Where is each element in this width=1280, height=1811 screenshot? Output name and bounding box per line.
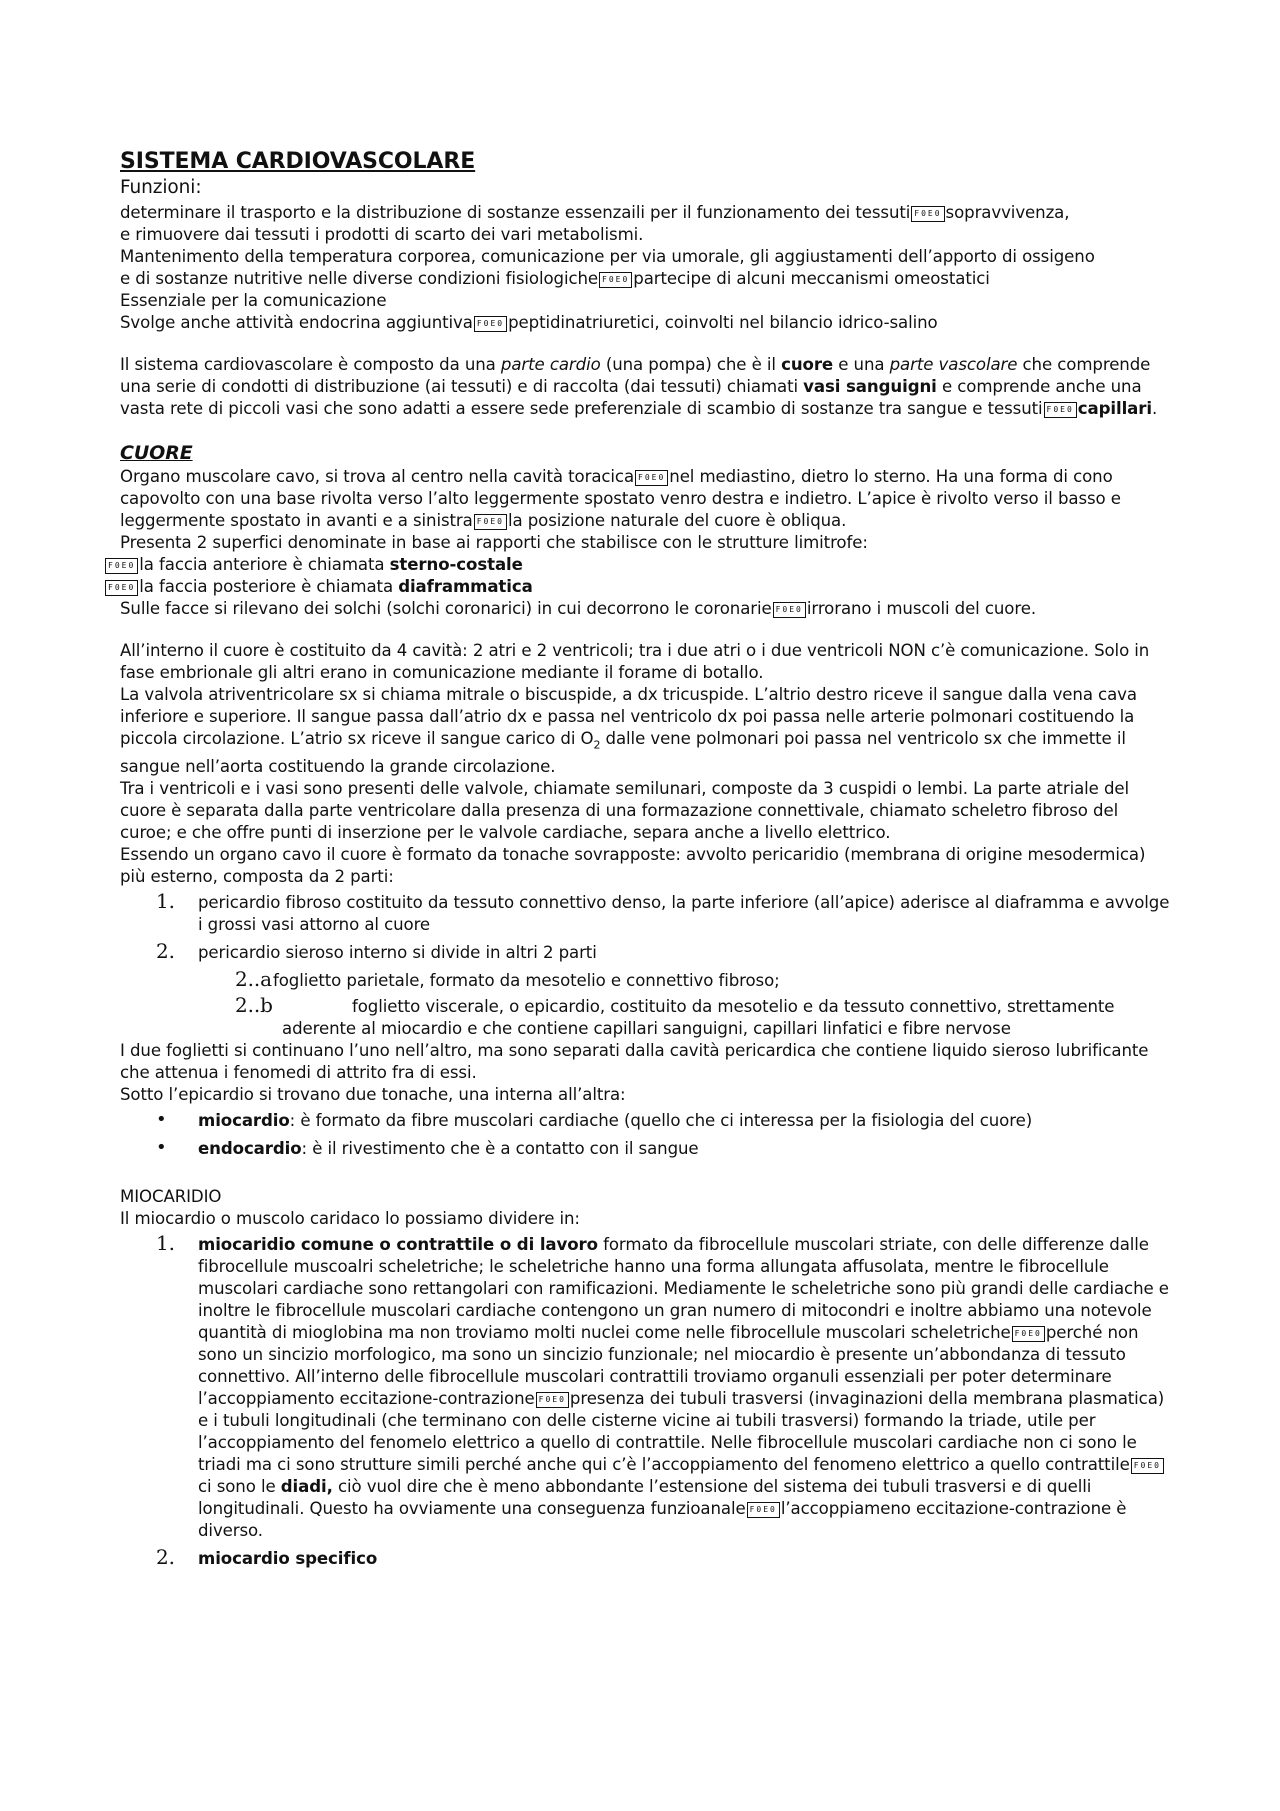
list-item: • endocardio: è il rivestimento che è a contatto con il sangue (120, 1138, 1170, 1160)
cuore-paragraph: All’interno il cuore è costituito da 4 cavità: 2 atri e 2 ventricoli; tra i due atri o i due ventricoli NON c’è comunicazione. Solo in fase embrionale gli altri erano in comunicazione mediante il forame di botallo. (120, 641, 1150, 682)
funzioni-line: Essenziale per la comunicazione (120, 291, 387, 310)
cuore-paragraph: Organo muscolare cavo, si trova al centro nella cavità toracica F0E0 nel mediastino, dietro lo sterno. Ha una forma di cono capovolto con una base rivolta verso l’alto leggermente spostato venro destra e indietro. L’apice è rivolto verso il basso e leggermente spostato in avanti e a sinistra F0E0 la posizione naturale del cuore è obliqua. (120, 467, 1121, 530)
miocardio-intro: Il miocardio o muscolo caridaco lo possiamo dividere in: (120, 1209, 580, 1229)
cuore-paragraph: Presenta 2 superfici denominate in base ai rapporti che stabilisce con le strutture limitrofe: (120, 533, 868, 552)
document-title: SISTEMA CARDIOVASCOLARE (120, 149, 476, 174)
arrow-glyph-icon: F0E0 (773, 602, 806, 618)
sub-list-item: 2..a foglietto parietale, formato da mesotelio e connettivo fibroso; (235, 967, 780, 992)
miocardio-list (120, 1231, 1170, 1570)
cuore-paragraph: Tra i ventricoli e i vasi sono presenti delle valvole, chiamate semilunari, composte da 3 cuspidi o lembi. La parte atriale del cuore è separata dalla parte ventricolare dalla presenza di una formazazione connettivale, chiamato scheletro fibroso del curoe; e che offre punti di inserzione per le valvole cardiache, separa anche a livello elettrico. (120, 779, 1129, 843)
arrow-glyph-icon: F0E0 (635, 470, 668, 486)
arrow-glyph-icon: F0E0 (911, 206, 944, 222)
list-item: 1. pericardio fibroso costituito da tessuto connettivo denso, la parte inferiore (all’apice) aderisce al diaframma e avvolge i grossi vasi attorno al cuore (156, 889, 1170, 935)
funzioni-line: e rimuovere dai tessuti i prodotti di scarto dei vari metabolismi. (120, 225, 644, 244)
arrow-glyph-icon: F0E0 (747, 1502, 780, 1518)
arrow-glyph-icon: F0E0 (105, 558, 138, 574)
faccia-posteriore-line: F0E0 la faccia posteriore è chiamata diaframmatica (104, 576, 1170, 598)
cuore-paragraph: Sulle facce si rilevano dei solchi (solchi coronarici) in cui decorrono le coronarie F0E0 irrorano i muscoli del cuore. (120, 599, 1037, 618)
cuore-heading: CUORE (120, 442, 193, 464)
faccia-anteriore-line: F0E0 la faccia anteriore è chiamata sterno-costale (104, 554, 1170, 576)
arrow-glyph-icon: F0E0 (536, 1392, 569, 1408)
cuore-paragraph: I due foglietti si continuano l’uno nell’altro, ma sono separati dalla cavità pericardica che contiene liquido sieroso lubrificante che attenua i fenomedi di attrito fra di essi. (120, 1041, 1149, 1083)
list-item: 1. miocaridio comune o contrattile o di lavoro formato da fibrocellule muscolari striate, con delle differenze dalle fibrocellule muscoalri scheletriche; le scheletriche hanno una forma allungata affusolata, mentre le fibrocellule muscolari cardiache sono rettangolari con ramificazioni. Mediamente le scheletriche sono più grandi delle cardiache e inoltre le fibrocellule muscolari cardiache contengono un gran numero di mitocondri e inoltre abbiamo una notevole quantità di mioglobina ma non troviamo molti nuclei come nelle fibrocellule muscolari scheletriche F0E0 perché non sono un sincizio morfologico, ma sono un sincizio funzionale; nel miocardio è presente un’abbondanza di tessuto connettivo. All’interno delle fibrocellule muscolari contrattili troviamo organuli essenziali per poter determinare l’accoppiamento eccitazione-contrazione F0E0 presenza dei tubuli trasversi (invaginazioni della membrana plasmatica) e i tubuli longitudinali (che terminano con delle cisterne vicine ai tubili trasversi) formando la triade, utile per l’accoppiamento del fenomelo elettrico a quello di contrattile. Nelle fibrocellule muscolari cardiache non ci sono le triadi ma ci sono strutture simili perché anche qui c’è l’accoppiamento del fenomeno elettrico a quello contrattile F0E0ci sono le diadi, ciò vuol dire che è meno abbondante l’estensione del sistema dei tubuli trasversi e di quelli longitudinali. Questo ha ovviamente una conseguenza funzioanale F0E0 l’accoppiameno eccitazione-contrazione è diverso. (156, 1231, 1169, 1541)
funzioni-line: determinare il trasporto e la distribuzione di sostanze essenzaili per il funzionamento dei tessuti F0E0 sopravvivenza, (120, 203, 1070, 222)
cuore-paragraph: Essendo un organo cavo il cuore è formato da tonache sovrapposte: avvolto pericaridio (membrana di origine mesodermica) più esterno, composta da 2 parti: (120, 845, 1146, 887)
funzioni-line: Mantenimento della temperatura corporea, comunicazione per via umorale, gli aggiustamenti dell’apporto di ossigeno (120, 247, 1095, 266)
miocardio-heading: MIOCARIDIO (120, 1187, 222, 1207)
arrow-glyph-icon: F0E0 (105, 580, 138, 596)
arrow-glyph-icon: F0E0 (1131, 1458, 1164, 1474)
pericardio-list (120, 889, 1170, 964)
list-item: 2. pericardio sieroso interno si divide in altri 2 parti (156, 939, 597, 964)
funzioni-line: e di sostanze nutritive nelle diverse condizioni fisiologiche F0E0 partecipe di alcuni meccanismi omeostatici (120, 269, 990, 288)
intro-paragraph: Il sistema cardiovascolare è composto da una parte cardio (una pompa) che è il cuore e una parte vascolare che comprende una serie di condotti di distribuzione (ai tessuti) e di raccolta (dai tessuti) chiamati vasi sanguigni e comprende anche una vasta rete di piccoli vasi che sono adatti a essere sede preferenziale di scambio di sostanze tra sangue e tessuti F0E0 capillari. (120, 355, 1158, 418)
cuore-paragraph: Sotto l’epicardio si trovano due tonache, una interna all’altra: (120, 1085, 626, 1105)
arrow-glyph-icon: F0E0 (474, 514, 507, 530)
cuore-paragraph: La valvola atriventricolare sx si chiama mitrale o biscuspide, a dx tricuspide. L’altrio destro riceve il sangue dalla vena cava inferiore e superiore. Il sangue passa dall’atrio dx e passa nel ventricolo dx poi passa nelle arterie polmonari costituendo la piccola circolazione. L’atrio sx riceve il sangue carico di $O_2$ dalle vene polmonari poi passa nel ventricolo sx che immette il sangue nell’aorta costituendo la grande circolazione. (120, 685, 1137, 777)
tonache-list (120, 1110, 1170, 1160)
arrow-glyph-icon: F0E0 (1012, 1326, 1045, 1342)
arrow-glyph-icon: F0E0 (1044, 402, 1077, 418)
funzioni-line: Svolge anche attività endocrina aggiuntiva F0E0 peptidinatriuretici, coinvolti nel bilancio idrico-salino (120, 313, 938, 332)
section-subtitle: Funzioni: (120, 177, 202, 198)
list-item: • miocardio: è formato da fibre muscolari cardiache (quello che ci interessa per la fisiologia del cuore) (120, 1110, 1170, 1132)
document-body (108, 148, 1170, 1576)
sub-list-item: 2..b foglietto viscerale, o epicardio, costituito da mesotelio e da tessuto connettivo, strettamente aderente al miocardio e che contiene capillari sanguigni, capillari linfatici e fibre nervose (235, 993, 1115, 1039)
arrow-glyph-icon: F0E0 (474, 316, 507, 332)
list-item: 2. miocardio specifico (156, 1545, 378, 1570)
arrow-glyph-icon: F0E0 (599, 272, 632, 288)
